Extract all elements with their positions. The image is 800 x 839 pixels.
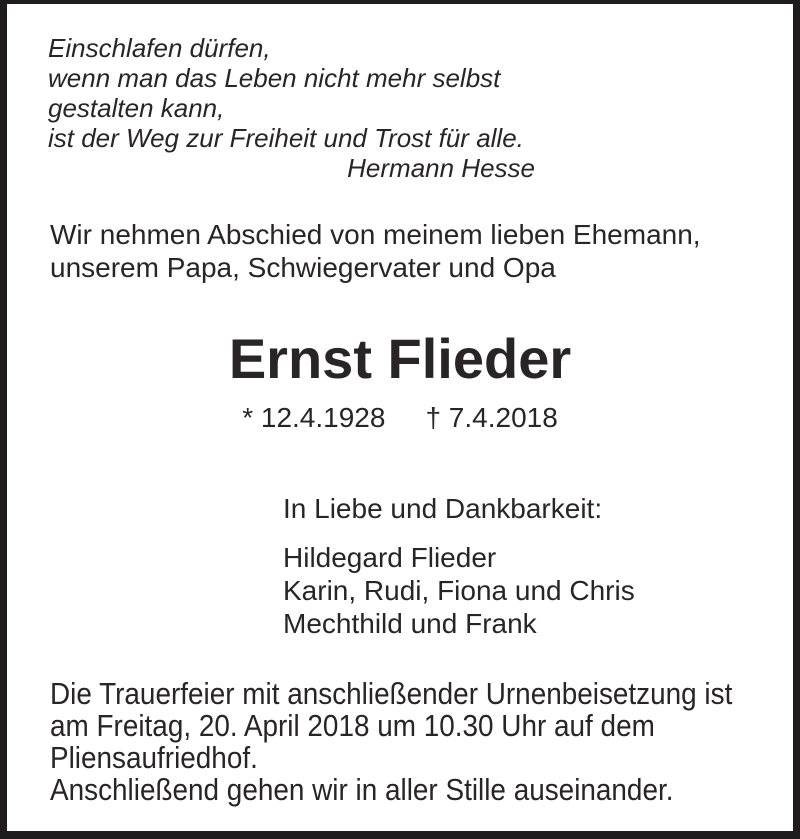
quote-line: wenn man das Leben nicht mehr selbst	[48, 63, 501, 93]
quote-line: ist der Weg zur Freiheit und Trost für alle.	[48, 123, 524, 153]
quote-line: Einschlafen dürfen,	[48, 33, 271, 63]
birth-date: * 12.4.1928	[242, 402, 386, 433]
life-dates	[7, 401, 793, 434]
quote-attribution: Hermann Hesse	[347, 153, 535, 183]
deceased-name: Ernst Flieder	[228, 327, 572, 390]
mourners-list	[283, 541, 635, 640]
funeral-line: Anschließend gehen wir in aller Stille auseinander.	[50, 772, 674, 807]
quote-line: gestalten kann,	[48, 93, 225, 123]
opening-quote	[48, 33, 535, 183]
closing-line: In Liebe und Dankbarkeit:	[283, 493, 603, 524]
intro-line: Wir nehmen Abschied von meinem lieben Ehemann,	[50, 219, 701, 250]
mourner-name: Mechthild und Frank	[283, 608, 537, 639]
farewell-intro	[50, 218, 701, 284]
mourner-name: Karin, Rudi, Fiona und Chris	[283, 575, 635, 606]
funeral-line: am Freitag, 20. April 2018 um 10.30 Uhr auf dem	[50, 708, 655, 743]
funeral-details	[50, 678, 732, 806]
mourner-name: Hildegard Flieder	[283, 542, 497, 573]
funeral-line: Pliensaufriedhof.	[50, 740, 258, 775]
death-date: † 7.4.2018	[425, 402, 558, 433]
intro-line: unserem Papa, Schwiegervater und Opa	[50, 252, 556, 283]
funeral-line: Die Trauerfeier mit anschließender Urnenbeisetzung ist	[50, 676, 733, 711]
